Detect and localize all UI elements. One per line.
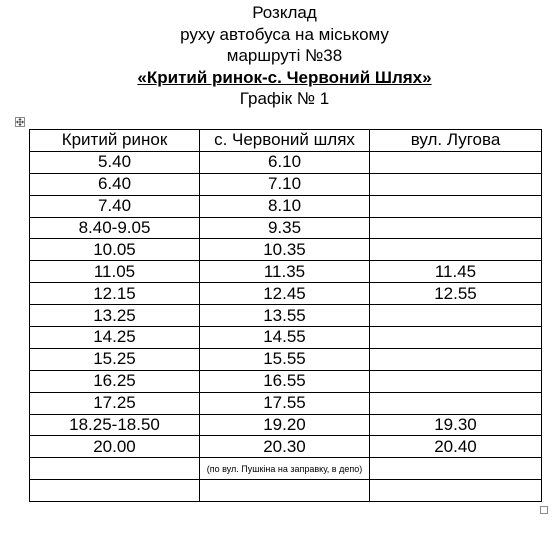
table-cell[interactable]: 19.20 — [200, 414, 370, 436]
table-cell[interactable] — [370, 392, 542, 414]
table-row — [30, 283, 542, 305]
table-cell[interactable]: 10.05 — [30, 239, 200, 261]
table-cell[interactable]: 7.40 — [30, 195, 200, 217]
table-row — [30, 436, 542, 458]
move-arrows-icon — [16, 118, 24, 126]
table-cell[interactable]: 19.30 — [370, 414, 542, 436]
table-row — [30, 305, 542, 327]
table-cell[interactable] — [30, 458, 200, 480]
table-move-handle-icon[interactable] — [15, 117, 25, 127]
table-cell[interactable]: 13.25 — [30, 305, 200, 327]
table-cell[interactable]: 20.00 — [30, 436, 200, 458]
table-cell[interactable] — [370, 239, 542, 261]
schedule-table — [29, 129, 542, 502]
table-cell[interactable] — [370, 480, 542, 502]
table-cell[interactable]: 15.55 — [200, 348, 370, 370]
table-cell[interactable]: 20.30 — [200, 436, 370, 458]
table-row — [30, 217, 542, 239]
table-cell[interactable] — [370, 370, 542, 392]
table-row — [30, 151, 542, 173]
table-row — [30, 173, 542, 195]
table-cell[interactable] — [370, 327, 542, 349]
table-cell[interactable]: 14.55 — [200, 327, 370, 349]
table-row — [30, 195, 542, 217]
table-cell[interactable]: 8.40-9.05 — [30, 217, 200, 239]
table-row — [30, 370, 542, 392]
table-cell[interactable]: 20.40 — [370, 436, 542, 458]
table-cell[interactable] — [370, 458, 542, 480]
table-cell[interactable]: 15.25 — [30, 348, 200, 370]
table-cell[interactable]: 12.55 — [370, 283, 542, 305]
heading-schedule-number: Графік № 1 — [239, 89, 330, 108]
table-row — [30, 239, 542, 261]
table-cell[interactable]: (по вул. Пушкіна на заправку, в депо) — [200, 458, 370, 480]
table-resize-handle[interactable] — [540, 506, 548, 514]
table-cell[interactable]: 17.55 — [200, 392, 370, 414]
column-header: вул. Лугова — [370, 130, 542, 152]
table-cell[interactable]: 8.10 — [200, 195, 370, 217]
heading-subtitle: руху автобуса на міському — [180, 24, 389, 44]
table-cell[interactable]: 10.35 — [200, 239, 370, 261]
table-cell[interactable] — [370, 217, 542, 239]
heading-route-number: маршруті №38 — [226, 46, 343, 65]
table-cell[interactable] — [370, 305, 542, 327]
table-cell[interactable]: 16.25 — [30, 370, 200, 392]
table-cell[interactable] — [200, 480, 370, 502]
table-cell[interactable] — [370, 348, 542, 370]
column-header: с. Червоний шлях — [200, 130, 370, 152]
table-row — [30, 348, 542, 370]
table-cell[interactable]: 13.55 — [200, 305, 370, 327]
table-header-row — [30, 130, 542, 152]
table-cell[interactable]: 5.40 — [30, 151, 200, 173]
table-cell[interactable]: 12.15 — [30, 283, 200, 305]
table-row — [30, 480, 542, 502]
heading-route-name: «Критий ринок-с. Червоний Шлях» — [137, 67, 432, 87]
table-cell[interactable]: 6.10 — [200, 151, 370, 173]
table-row — [30, 327, 542, 349]
table-cell[interactable]: 11.45 — [370, 261, 542, 283]
table-cell[interactable]: 12.45 — [200, 283, 370, 305]
table-cell[interactable]: 11.05 — [30, 261, 200, 283]
table-cell[interactable]: 9.35 — [200, 217, 370, 239]
table-row — [30, 458, 542, 480]
heading-title: Розклад — [252, 3, 317, 22]
table-row — [30, 414, 542, 436]
table-row — [30, 392, 542, 414]
table-cell[interactable]: 6.40 — [30, 173, 200, 195]
table-cell[interactable] — [30, 480, 200, 502]
table-cell[interactable]: 14.25 — [30, 327, 200, 349]
table-cell[interactable]: 16.55 — [200, 370, 370, 392]
table-row — [30, 261, 542, 283]
table-cell[interactable] — [370, 151, 542, 173]
table-cell[interactable]: 11.35 — [200, 261, 370, 283]
table-cell[interactable] — [370, 173, 542, 195]
table-cell[interactable]: 17.25 — [30, 392, 200, 414]
column-header: Критий ринок — [30, 130, 200, 152]
schedule-heading — [0, 2, 559, 110]
table-cell[interactable]: 7.10 — [200, 173, 370, 195]
table-cell[interactable]: 18.25-18.50 — [30, 414, 200, 436]
table-cell[interactable] — [370, 195, 542, 217]
